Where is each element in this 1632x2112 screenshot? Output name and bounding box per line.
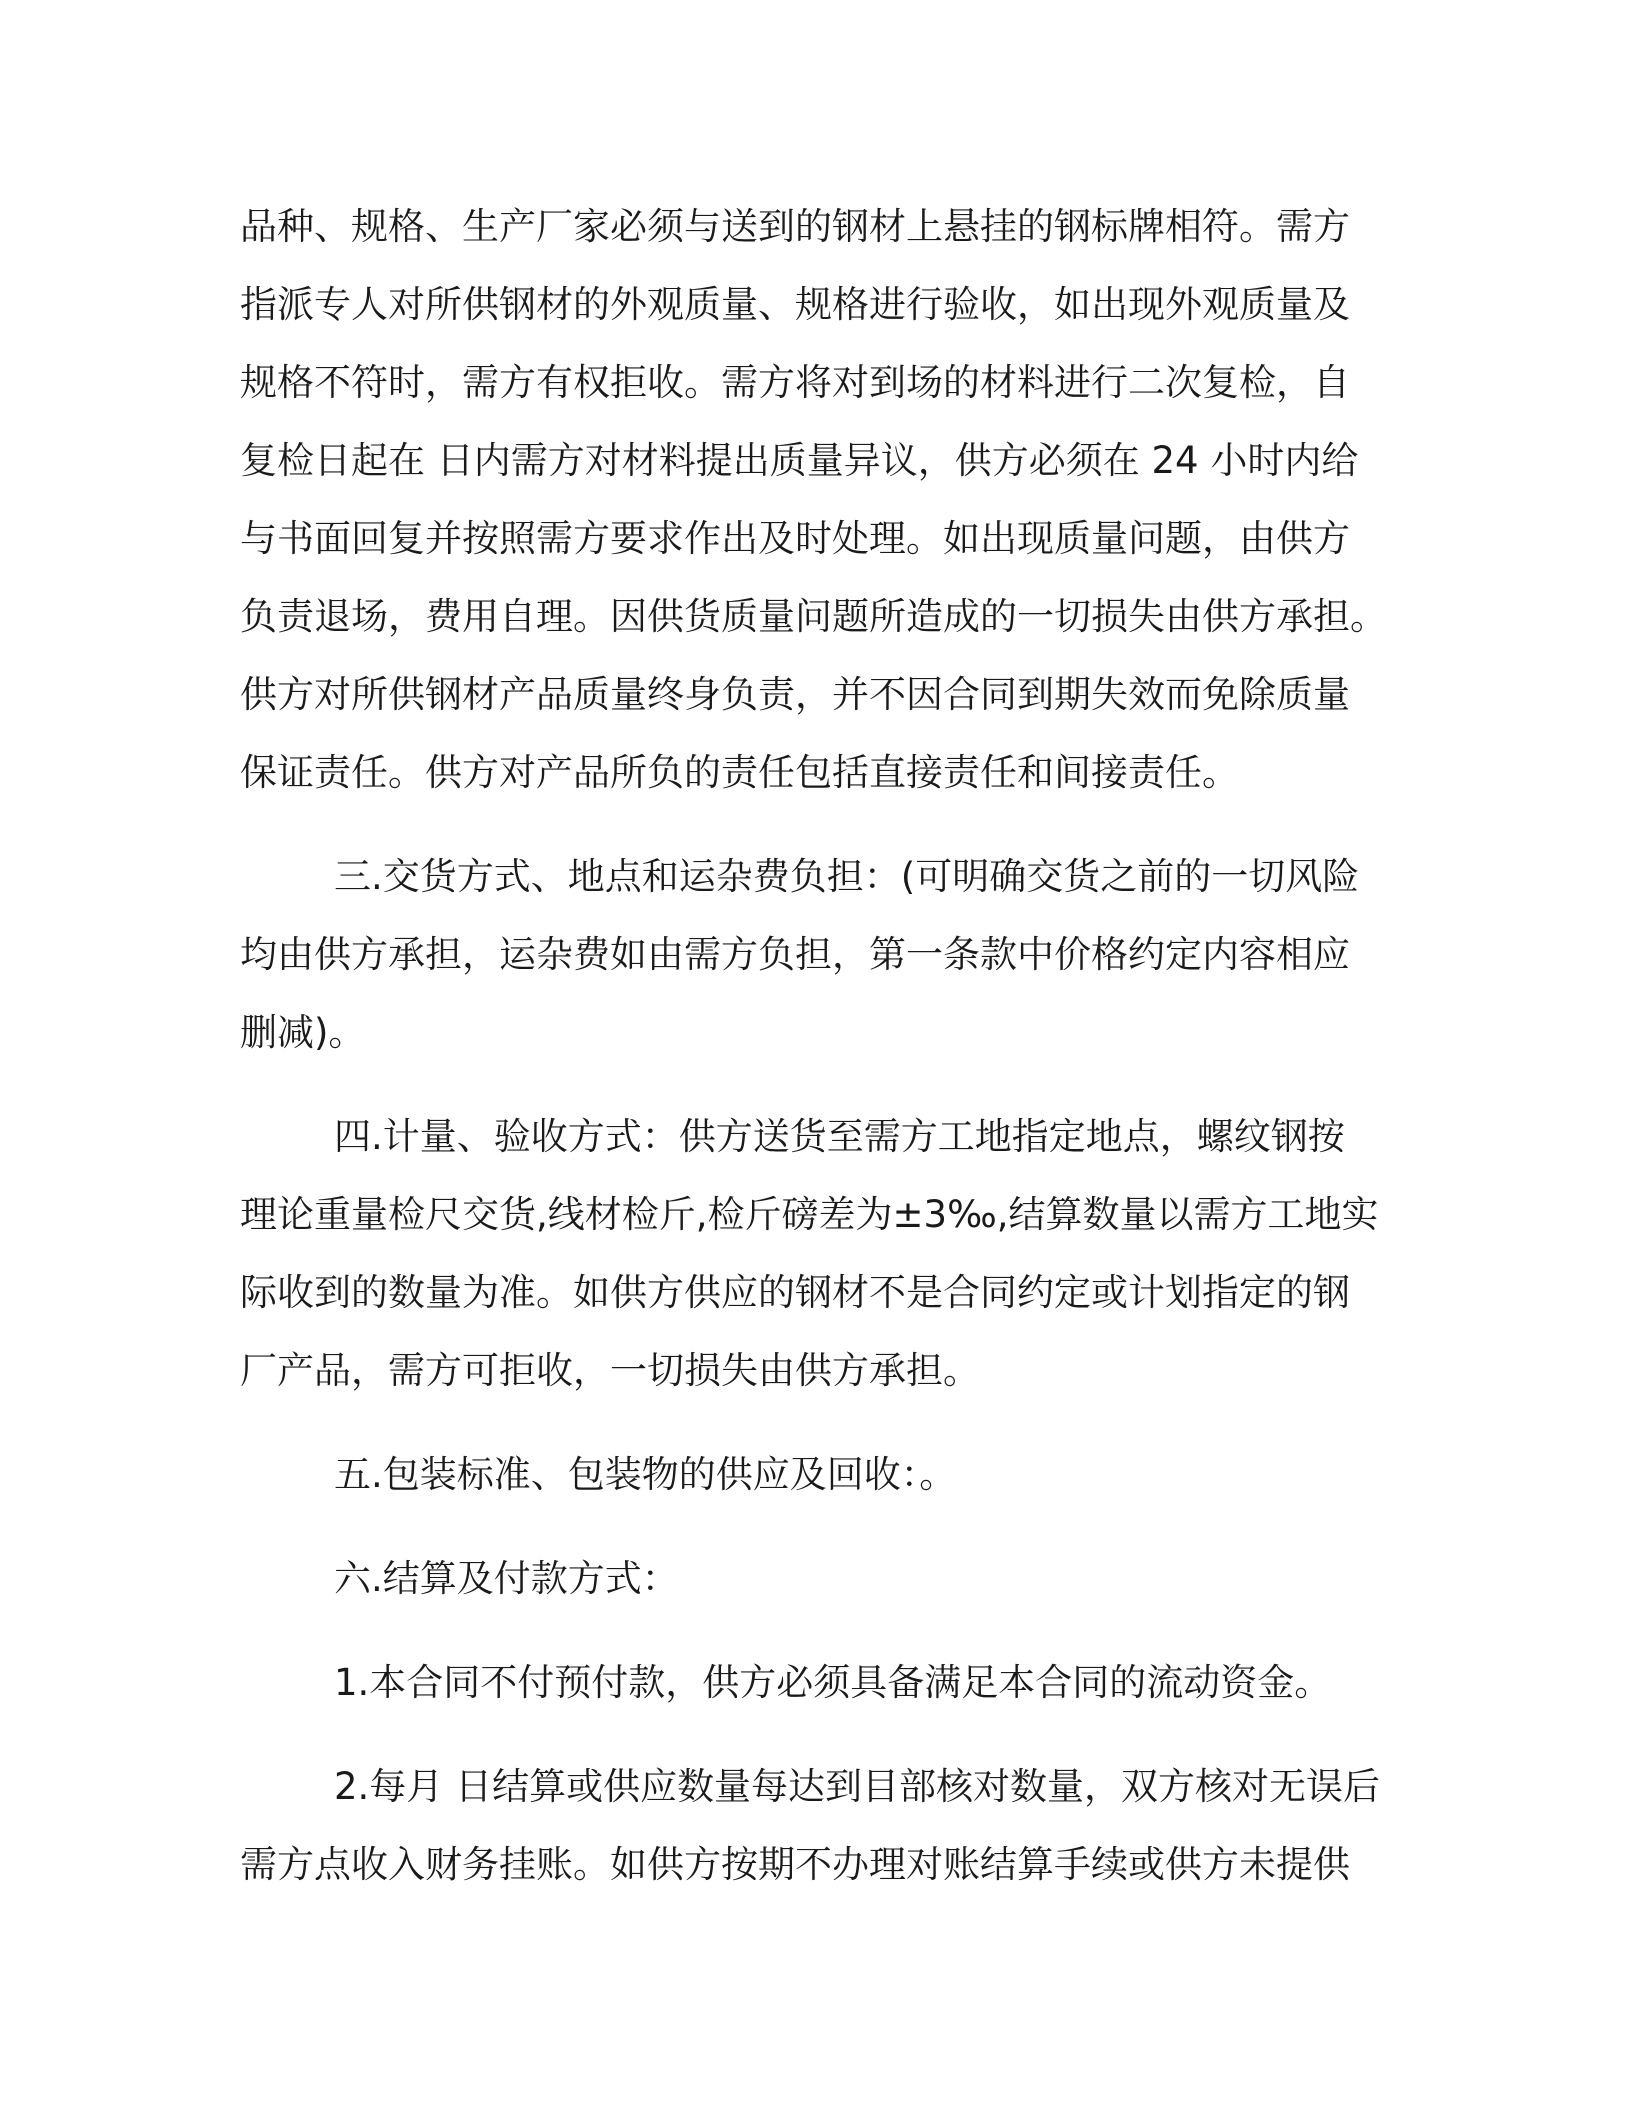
paragraph-quality-terms xyxy=(240,188,1405,812)
text-line: 保证责任。供方对产品所负的责任包括直接责任和间接责任。 xyxy=(240,751,1239,794)
text-line: 与书面回复并按照需方要求作出及时处理。如出现质量问题，由供方 xyxy=(240,517,1350,560)
paragraph-packaging xyxy=(240,1436,1405,1514)
paragraph-spacer xyxy=(240,1618,1405,1644)
paragraph-spacer xyxy=(240,1072,1405,1098)
text-line: 删减)。 xyxy=(240,1011,366,1054)
paragraph-spacer xyxy=(240,1410,1405,1436)
text-line: 品种、规格、生产厂家必须与送到的钢材上悬挂的钢标牌相符。需方 xyxy=(240,205,1350,248)
text-line: 均由供方承担，运杂费如由需方负担，第一条款中价格约定内容相应 xyxy=(240,933,1350,976)
list-item-line: 2.每月 日结算或供应数量每达到目部核对数量，双方核对无误后 xyxy=(334,1765,1381,1808)
section-heading-line: 五.包装标准、包装物的供应及回收：。 xyxy=(334,1453,957,1496)
paragraph-item-2 xyxy=(240,1748,1405,1904)
paragraph-settlement-payment xyxy=(240,1540,1405,1618)
text-line: 指派专人对所供钢材的外观质量、规格进行验收，如出现外观质量及 xyxy=(240,283,1350,326)
text-line: 规格不符时，需方有权拒收。需方将对到场的材料进行二次复检，自 xyxy=(240,361,1350,404)
paragraph-measurement-acceptance xyxy=(240,1098,1405,1410)
paragraph-delivery-method xyxy=(240,838,1405,1072)
text-line: 负责退场，费用自理。因供货质量问题所造成的一切损失由供方承担。 xyxy=(240,595,1387,638)
text-line: 际收到的数量为准。如供方供应的钢材不是合同约定或计划指定的钢 xyxy=(240,1271,1350,1314)
text-line: 理论重量检尺交货,线材检斤,检斤磅差为±3‰,结算数量以需方工地实 xyxy=(240,1193,1379,1236)
section-heading-line: 四.计量、验收方式：供方送货至需方工地指定地点，螺纹钢按 xyxy=(334,1115,1345,1158)
text-line: 厂产品，需方可拒收，一切损失由供方承担。 xyxy=(240,1349,980,1392)
text-line: 供方对所供钢材产品质量终身负责，并不因合同到期失效而免除质量 xyxy=(240,673,1350,716)
paragraph-spacer xyxy=(240,812,1405,838)
text-line: 复检日起在 日内需方对材料提出质量异议，供方必须在 24 小时内给 xyxy=(240,439,1359,482)
paragraph-spacer xyxy=(240,1722,1405,1748)
paragraph-item-1 xyxy=(240,1644,1405,1722)
document-body xyxy=(240,188,1405,1904)
list-item-line: 1.本合同不付预付款，供方必须具备满足本合同的流动资金。 xyxy=(334,1661,1332,1704)
paragraph-spacer xyxy=(240,1514,1405,1540)
text-line: 需方点收入财务挂账。如供方按期不办理对账结算手续或供方未提供 xyxy=(240,1843,1350,1886)
section-heading-line: 三.交货方式、地点和运杂费负担：(可明确交货之前的一切风险 xyxy=(334,855,1360,898)
section-heading-line: 六.结算及付款方式： xyxy=(334,1557,679,1600)
